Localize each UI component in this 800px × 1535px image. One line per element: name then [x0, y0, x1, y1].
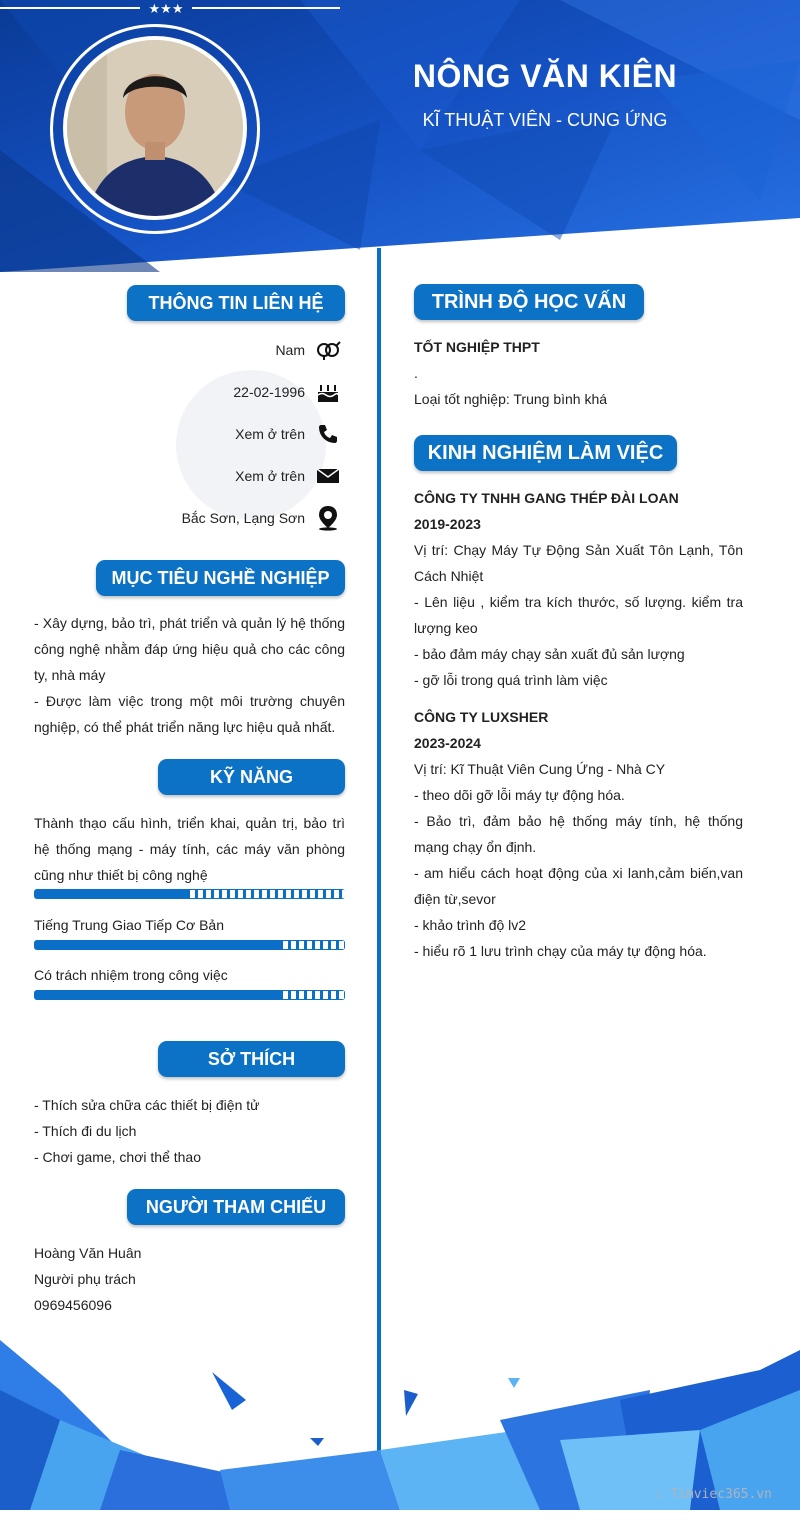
job-line: - bảo đảm máy chạy sản xuất đủ sản lượng	[414, 646, 685, 662]
education-degree: TỐT NGHIỆP THPT	[414, 339, 540, 355]
skill-progress-bar	[34, 889, 345, 899]
skill-progress-bar	[34, 990, 345, 1000]
reference-heading: NGƯỜI THAM CHIẾU	[127, 1189, 345, 1225]
contact-gender	[275, 336, 341, 364]
job-line: - khảo trình độ lv2	[414, 917, 527, 933]
contact-address	[182, 504, 341, 532]
skill-progress-bar	[34, 940, 345, 950]
contact-email	[235, 462, 341, 490]
job-period: 2019-2023	[414, 516, 481, 532]
profile-photo	[63, 36, 247, 220]
job-line: - hiểu rõ 1 lưu trình chạy của máy tự động hóa.	[414, 943, 707, 959]
hobbies-list	[34, 1092, 345, 1170]
birthday-cake-icon	[315, 379, 341, 405]
contact-phone	[235, 420, 341, 448]
footer-background	[0, 1330, 800, 1510]
job-period: 2023-2024	[414, 735, 481, 751]
job-company: CÔNG TY LUXSHER	[414, 709, 549, 725]
phone-value: Xem ở trên	[235, 426, 305, 442]
job-line: Vị trí: Chạy Máy Tự Động Sản Xuất Tôn Lạnh, Tôn Cách Nhiệt	[414, 542, 743, 584]
skill-label: Có trách nhiệm trong công việc	[34, 967, 228, 983]
birthday-value: 22-02-1996	[233, 384, 305, 400]
objective-text	[34, 610, 345, 740]
column-divider	[377, 248, 381, 1468]
title-divider	[0, 0, 340, 16]
contact-birthday	[233, 378, 341, 406]
hobby-item: - Thích đi du lịch	[34, 1123, 137, 1139]
email-icon	[315, 463, 341, 489]
gender-value: Nam	[275, 342, 305, 358]
skill-bar-remaining	[283, 941, 345, 949]
education-dot: .	[414, 365, 418, 381]
job-entry	[414, 485, 743, 693]
skills-heading: KỸ NĂNG	[158, 759, 345, 795]
objective-line: - Được làm việc trong một môi trường chuyên nghiệp, có thể phát triển năng lực hiệu quả nhất.	[34, 693, 345, 735]
skill-label: Tiếng Trung Giao Tiếp Cơ Bản	[34, 917, 224, 933]
skill-label: Thành thạo cấu hình, triển khai, quản trị, bảo trì hệ thống mạng - máy tính, các máy văn phòng cũng như thiết bị công nghệ	[34, 815, 345, 883]
location-pin-icon	[315, 505, 341, 531]
footer-decoration	[0, 1330, 800, 1510]
hobby-item: - Chơi game, chơi thể thao	[34, 1149, 201, 1165]
hobbies-heading: SỞ THÍCH	[158, 1041, 345, 1077]
job-company: CÔNG TY TNHH GANG THÉP ĐÀI LOAN	[414, 490, 679, 506]
hobby-item: - Thích sửa chữa các thiết bị điện tử	[34, 1097, 260, 1113]
candidate-job-title: KĨ THUẬT VIÊN - CUNG ỨNG	[422, 110, 668, 130]
contact-heading: THÔNG TIN LIÊN HỆ	[127, 285, 345, 321]
job-line: - Bảo trì, đảm bảo hệ thống máy tính, hệ thống mạng chạy ổn định.	[414, 813, 743, 855]
experience-heading: KINH NGHIỆM LÀM VIỆC	[414, 435, 677, 471]
gender-icon	[315, 337, 341, 363]
reference-role: Người phụ trách	[34, 1271, 136, 1287]
svg-text:★★★: ★★★	[148, 2, 184, 16]
objective-line: - Xây dựng, bảo trì, phát triển và quản lý hệ thống công nghệ nhằm đáp ứng hiệu quả cho các công ty, nhà máy	[34, 615, 345, 683]
reference-phone: 0969456096	[34, 1297, 112, 1313]
skill-bar-remaining	[190, 890, 346, 898]
email-value: Xem ở trên	[235, 468, 305, 484]
job-line: Vị trí: Kĩ Thuật Viên Cung Ứng - Nhà CY	[414, 761, 666, 777]
job-line: - theo dõi gỡ lỗi máy tự động hóa.	[414, 787, 625, 803]
job-line: - Lên liệu , kiểm tra kích thước, số lượng. kiểm tra lượng keo	[414, 594, 743, 636]
reference-details	[34, 1240, 345, 1318]
phone-icon	[315, 421, 341, 447]
reference-name: Hoàng Văn Huân	[34, 1245, 142, 1261]
education-heading: TRÌNH ĐỘ HỌC VẤN	[414, 284, 644, 320]
header-banner	[0, 0, 800, 280]
address-value: Bắc Sơn, Lạng Sơn	[181, 510, 305, 526]
job-line: - gỡ lỗi trong quá trình làm việc	[414, 672, 608, 688]
education-grade: Loại tốt nghiệp: Trung bình khá	[414, 391, 608, 407]
footer-credit: ∴ Timviec365.vn	[654, 1487, 772, 1502]
objective-heading: MỤC TIÊU NGHỀ NGHIỆP	[96, 560, 345, 596]
job-entry	[414, 704, 743, 964]
candidate-name: NÔNG VĂN KIÊN	[412, 58, 678, 94]
skill-bar-remaining	[283, 991, 345, 999]
job-line: - am hiểu cách hoạt động của xi lanh,cảm biến,van điện từ,sevor	[414, 865, 743, 907]
